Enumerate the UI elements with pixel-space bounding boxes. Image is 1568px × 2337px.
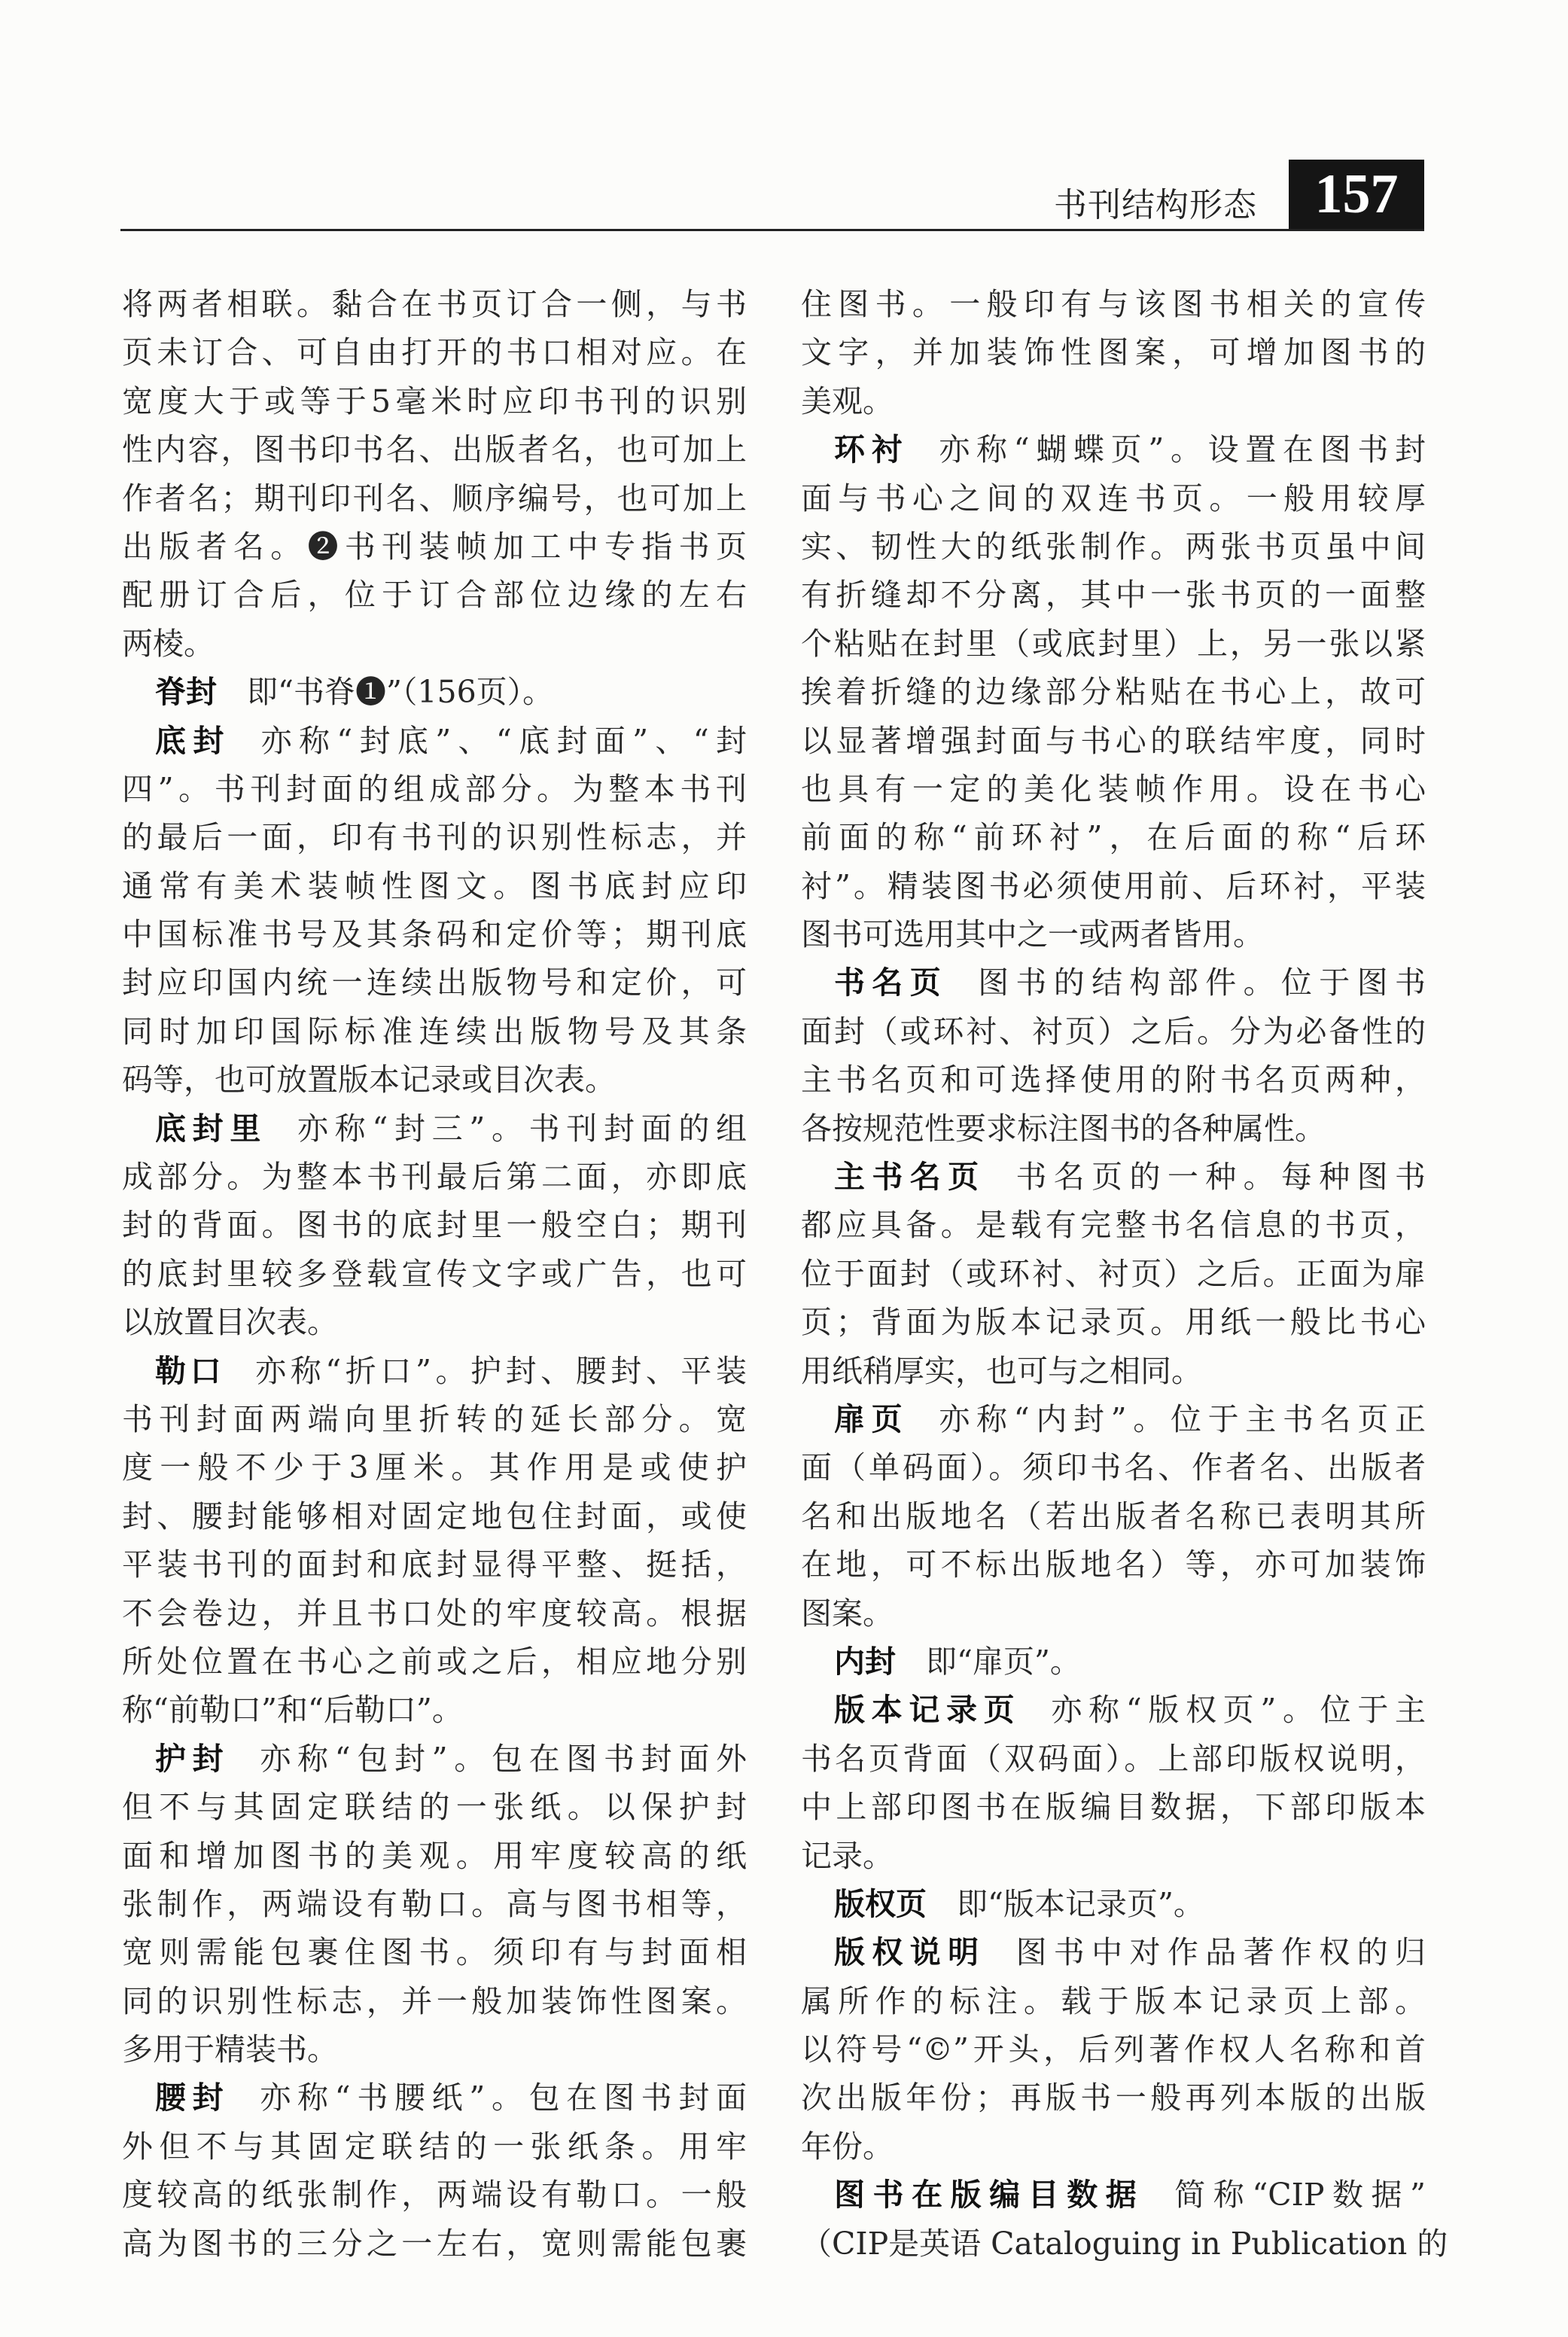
- text-line: [122, 1977, 747, 2025]
- text-line: [122, 523, 747, 571]
- text-line: [122, 1395, 747, 1443]
- text-line: [122, 1589, 747, 1638]
- line-text: 面和增加图书的美观。用牢度较高的纸: [122, 1837, 747, 1874]
- line-text: 所处位置在书心之前或之后，相应地分别: [122, 1643, 747, 1680]
- text-line: [801, 813, 1426, 861]
- entry-line: [801, 2171, 1426, 2219]
- line-text: 名和出版地名（若出版者名称已表明其所: [801, 1498, 1426, 1534]
- line-text: 位于面封（或环衬、衬页）之后。正面为扉: [801, 1255, 1426, 1292]
- text-line: [801, 620, 1426, 668]
- text-line: [801, 717, 1426, 765]
- text-line: [801, 1007, 1426, 1056]
- line-text: 以放置目次表。: [122, 1304, 338, 1341]
- line-text: 美观。: [801, 382, 894, 419]
- line-text: 书名页的一种。每种图书: [1015, 1159, 1426, 1196]
- line-text: 配册订合后，位于订合部位边缘的左右: [122, 577, 747, 614]
- line-text: 四”。书刊封面的组成部分。为整本书刊: [122, 770, 747, 807]
- line-text: 张制作，两端设有勒口。高与图书相等，: [122, 1885, 747, 1922]
- text-line: [801, 377, 1426, 425]
- text-line: [801, 1105, 1426, 1153]
- running-title: 书刊结构形态: [1054, 186, 1257, 224]
- entry-term: 主书名页: [834, 1159, 986, 1196]
- line-text: 同的识别性标志，并一般加装饰性图案。: [122, 1982, 747, 2019]
- line-text: 也具有一定的美化装帧作用。设在书心: [801, 770, 1426, 807]
- line-text: 页；背面为版本记录页。用纸一般比书心: [801, 1304, 1426, 1341]
- entry-term: 扉页: [834, 1400, 909, 1437]
- line-text: 两棱。: [122, 625, 215, 662]
- line-text: 外但不与其固定联结的一张纸条。用牢: [122, 2128, 747, 2165]
- text-line: [801, 1250, 1426, 1298]
- entry-term: 护封: [155, 1740, 230, 1777]
- entry-term: 版本记录页: [834, 1692, 1021, 1729]
- text-line: [122, 2220, 747, 2268]
- text-line: [122, 765, 747, 813]
- line-text: 个粘贴在封里（或底封里）上，另一张以紧: [801, 625, 1426, 662]
- line-text: 挨着折缝的边缘部分粘贴在书心上，故可: [801, 674, 1426, 711]
- entry-term: 内封: [834, 1643, 896, 1680]
- entry-line: [801, 1880, 1426, 1928]
- line-text: 亦称“封三”。书刊封面的组: [297, 1110, 747, 1147]
- line-text: 不会卷边，并且书口处的牢度较高。根据: [122, 1595, 747, 1632]
- line-text: 图书可选用其中之一或两者皆用。: [801, 916, 1264, 953]
- text-line: [801, 1492, 1426, 1540]
- line-text: 在地，可不标出版地名）等，亦可加装饰: [801, 1546, 1426, 1583]
- header-rule: [120, 229, 1424, 231]
- entry-line: [801, 1153, 1426, 1201]
- text-line: [801, 1540, 1426, 1589]
- line-text: 即“书脊❶”（156页）。: [247, 674, 554, 711]
- line-text: 码等，也可放置版本记录或目次表。: [122, 1062, 616, 1098]
- line-text: 即“版本记录页”。: [957, 1885, 1204, 1922]
- line-text: 住图书。一般印有与该图书相关的宣传: [801, 286, 1426, 322]
- line-text: 书刊封面两端向里折转的延长部分。宽: [122, 1400, 747, 1437]
- line-text: 将两者相联。黏合在书页订合一侧，与书: [122, 286, 747, 322]
- line-text: 都应具备。是载有完整书名信息的书页，: [801, 1207, 1426, 1244]
- line-text: 通常有美术装帧性图文。图书底封应印: [122, 867, 747, 904]
- line-text: 宽则需能包裹住图书。须印有与封面相: [122, 1934, 747, 1971]
- text-line: [801, 2073, 1426, 2122]
- entry-term: 书名页: [834, 964, 948, 1001]
- line-text: 亦称“蝴蝶页”。设置在图书封: [939, 431, 1426, 468]
- line-text: 多用于精装书。: [122, 2031, 338, 2068]
- entry-line: [122, 717, 747, 765]
- entry-line: [122, 2073, 747, 2122]
- text-line: [122, 328, 747, 376]
- text-line: [122, 2025, 747, 2073]
- entry-line: [122, 668, 747, 716]
- line-text: 图案。: [801, 1595, 894, 1632]
- line-text: 亦称“包封”。包在图书封面外: [260, 1740, 747, 1777]
- entry-line: [801, 1686, 1426, 1734]
- text-line: [122, 1056, 747, 1104]
- text-line: [122, 1007, 747, 1056]
- left-column: [122, 280, 747, 2268]
- text-line: [122, 1250, 747, 1298]
- line-text: 即“扉页”。: [926, 1643, 1081, 1680]
- line-text: 同时加印国际标准连续出版物号及其条: [122, 1013, 747, 1050]
- text-line: [122, 571, 747, 619]
- line-text: 用纸稍厚实，也可与之相同。: [801, 1352, 1202, 1389]
- text-line: [122, 280, 747, 328]
- line-text: 页未订合、可自由打开的书口相对应。在: [122, 334, 747, 371]
- entry-line: [801, 958, 1426, 1007]
- text-line: [801, 1977, 1426, 2025]
- text-line: [122, 2171, 747, 2219]
- text-line: [122, 1638, 747, 1686]
- entry-line: [801, 1638, 1426, 1686]
- text-line: [801, 1832, 1426, 1880]
- text-line: [122, 1298, 747, 1346]
- text-line: [122, 1201, 747, 1249]
- text-line: [801, 1347, 1426, 1395]
- line-text: 衬”。精装图书必须使用前、后环衬，平装: [801, 867, 1426, 904]
- line-text: 出版者名。❷书刊装帧加工中专指书页: [122, 528, 747, 565]
- entry-line: [122, 1347, 747, 1395]
- entry-term: 勒口: [155, 1352, 226, 1389]
- line-text: 面与书心之间的双连书页。一般用较厚: [801, 480, 1426, 516]
- page-number: 157: [1289, 160, 1424, 229]
- text-line: [122, 813, 747, 861]
- text-line: [122, 1880, 747, 1928]
- text-line: [801, 668, 1426, 716]
- text-line: [801, 862, 1426, 910]
- line-text: 以显著增强封面与书心的联结牢度，同时: [801, 722, 1426, 759]
- entry-line: [122, 1735, 747, 1783]
- text-line: [122, 620, 747, 668]
- line-text: 记录。: [801, 1837, 894, 1874]
- entry-term: 版权说明: [834, 1934, 986, 1971]
- line-text: 度一般不少于3厘米。其作用是或使护: [122, 1449, 747, 1486]
- text-line: [801, 910, 1426, 958]
- line-text: 图书中对作品著作权的归: [1015, 1934, 1426, 1971]
- line-text: 亦称“内封”。位于主书名页正: [939, 1400, 1426, 1437]
- line-text: 作者名；期刊印刊名、顺序编号，也可加上: [122, 480, 747, 516]
- text-line: [801, 1056, 1426, 1104]
- text-line: [122, 425, 747, 474]
- text-line: [801, 1783, 1426, 1831]
- right-column: [801, 280, 1448, 2268]
- text-line: [122, 862, 747, 910]
- line-text: 中上部印图书在版编目数据，下部印版本: [801, 1789, 1426, 1826]
- text-line: [122, 1686, 747, 1734]
- entry-term: 图书在版编目数据: [834, 2177, 1145, 2214]
- line-text: 称“前勒口”和“后勒口”。: [122, 1692, 463, 1729]
- line-text: 以符号“©”开头，后列著作权人名称和首: [801, 2031, 1426, 2068]
- line-text: 封应印国内统一连续出版物号和定价，可: [122, 964, 747, 1001]
- line-text: 亦称“版权页”。位于主: [1051, 1692, 1426, 1729]
- text-line: [122, 1832, 747, 1880]
- line-text: 文字，并加装饰性图案，可增加图书的: [801, 334, 1426, 371]
- text-line: [801, 2025, 1426, 2073]
- line-text: 亦称“书腰纸”。包在图书封面: [260, 2080, 747, 2116]
- text-line: [122, 1492, 747, 1540]
- line-text: 简称“CIP数据”: [1174, 2177, 1426, 2214]
- entry-line: [801, 425, 1426, 474]
- entry-term: 腰封: [155, 2080, 230, 2116]
- entry-term: 脊封: [155, 674, 217, 711]
- entry-term: 环衬: [834, 431, 909, 468]
- entry-line: [122, 1105, 747, 1153]
- line-text: 的底封里较多登载宣传文字或广告，也可: [122, 1255, 747, 1292]
- line-text: 成部分。为整本书刊最后第二面，亦即底: [122, 1159, 747, 1196]
- text-line: [801, 1589, 1426, 1638]
- text-line: [122, 1153, 747, 1201]
- line-text: 书名页背面（双码面）。上部印版权说明，: [801, 1740, 1426, 1777]
- text-line: [122, 958, 747, 1007]
- line-text: 但不与其固定联结的一张纸。以保护封: [122, 1789, 747, 1826]
- text-line: [801, 328, 1426, 376]
- text-line: [122, 474, 747, 523]
- line-text: 实、韧性大的纸张制作。两张书页虽中间: [801, 528, 1426, 565]
- text-line: [801, 571, 1426, 619]
- line-text: 封的背面。图书的底封里一般空白；期刊: [122, 1207, 747, 1244]
- entry-term: 版权页: [834, 1885, 927, 1922]
- line-text: 亦称“封底”、“底封面”、“封: [260, 722, 747, 759]
- text-line: [801, 1298, 1426, 1346]
- text-line: [122, 910, 747, 958]
- line-text: 次出版年份；再版书一般再列本版的出版: [801, 2080, 1426, 2116]
- text-line: [801, 2220, 1448, 2268]
- line-text: 性内容，图书印书名、出版者名，也可加上: [122, 431, 747, 468]
- line-text: 宽度大于或等于5毫米时应印书刊的识别: [122, 382, 747, 419]
- line-text: 亦称“折口”。护封、腰封、平装: [255, 1352, 747, 1389]
- line-text: 主书名页和可选择使用的附书名页两种，: [801, 1062, 1426, 1098]
- entry-term: 底封: [155, 722, 231, 759]
- text-line: [122, 1783, 747, 1831]
- text-line: [801, 280, 1426, 328]
- text-line: [801, 523, 1426, 571]
- line-text: 中国标准书号及其条码和定价等；期刊底: [122, 916, 747, 953]
- line-text: 面（单码面）。须印书名、作者名、出版者: [801, 1449, 1426, 1486]
- text-line: [801, 1201, 1426, 1249]
- line-text: 平装书刊的面封和底封显得平整、挺括，: [122, 1546, 747, 1583]
- text-line: [801, 2122, 1426, 2171]
- text-line: [801, 1735, 1426, 1783]
- text-line: [122, 1540, 747, 1589]
- line-text: 各按规范性要求标注图书的各种属性。: [801, 1110, 1326, 1147]
- line-text: （CIP是英语 Cataloguing in Publication 的: [801, 2225, 1448, 2262]
- line-text: 前面的称“前环衬”，在后面的称“后环: [801, 819, 1426, 856]
- text-line: [801, 1443, 1426, 1491]
- entry-line: [801, 1395, 1426, 1443]
- entry-term: 底封里: [155, 1110, 268, 1147]
- line-text: 有折缝却不分离，其中一张书页的一面整: [801, 577, 1426, 614]
- line-text: 年份。: [801, 2128, 894, 2165]
- text-line: [122, 2122, 747, 2171]
- line-text: 封、腰封能够相对固定地包住封面，或使: [122, 1498, 747, 1534]
- entry-line: [801, 1928, 1426, 1976]
- text-line: [801, 474, 1426, 523]
- text-line: [122, 1928, 747, 1976]
- line-text: 图书的结构部件。位于图书: [978, 964, 1426, 1001]
- line-text: 高为图书的三分之一左右，宽则需能包裹: [122, 2225, 747, 2262]
- line-text: 面封（或环衬、衬页）之后。分为必备性的: [801, 1013, 1426, 1050]
- line-text: 属所作的标注。载于版本记录页上部。: [801, 1982, 1426, 2019]
- text-line: [122, 377, 747, 425]
- line-text: 度较高的纸张制作，两端设有勒口。一般: [122, 2177, 747, 2214]
- text-line: [801, 765, 1426, 813]
- text-line: [122, 1443, 747, 1491]
- line-text: 的最后一面，印有书刊的识别性标志，并: [122, 819, 747, 856]
